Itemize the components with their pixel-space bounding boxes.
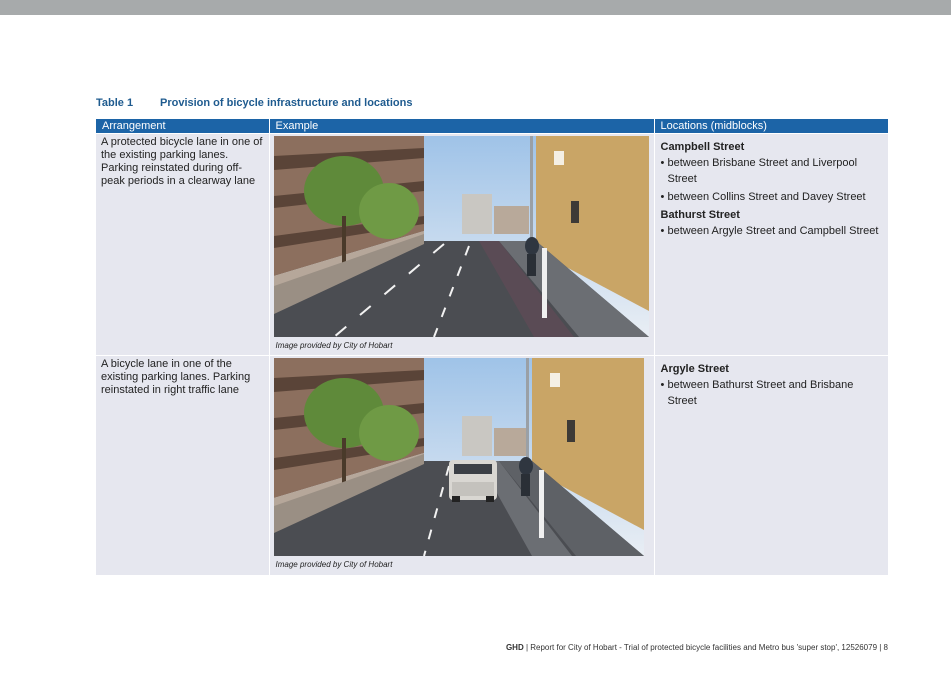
table-caption-title: Provision of bicycle infrastructure and locations	[160, 97, 413, 109]
street-photo-bicycle-lane	[274, 358, 644, 556]
example-cell	[269, 356, 654, 575]
footer-text: | Report for City of Hobart - Trial of protected bicycle facilities and Metro bus 'super stop', 12526079 | 8	[523, 643, 888, 652]
table-header-row	[96, 119, 888, 134]
example-cell	[269, 134, 654, 356]
infrastructure-table	[96, 119, 889, 575]
arrangement-text: A bicycle lane in one of the existing parking lanes. Parking reinstated in right traffic lane	[101, 358, 251, 396]
location-bullet: • between Brisbane Street and Liverpool Street	[661, 155, 882, 187]
arrangement-cell	[96, 134, 269, 356]
locations-cell	[654, 134, 888, 356]
location-bullet: • between Collins Street and Davey Street	[661, 189, 882, 205]
arrangement-text: A protected bicycle lane in one of the existing parking lanes. Parking reinstated during off-peak periods in a clearway lane	[101, 136, 263, 187]
image-credit: Image provided by City of Hobart	[275, 560, 393, 569]
header-example: Example	[269, 119, 654, 134]
street-name: Campbell Street	[660, 141, 745, 153]
street-photo-protected-lane	[274, 136, 649, 337]
arrangement-cell	[96, 356, 269, 575]
header-locations: Locations (midblocks)	[654, 119, 888, 134]
image-credit: Image provided by City of Hobart	[275, 341, 393, 350]
street-name: Argyle Street	[660, 363, 729, 375]
table-caption-number: Table 1	[96, 97, 134, 109]
location-bullet: • between Argyle Street and Campbell Street	[661, 223, 882, 239]
header-arrangement: Arrangement	[96, 119, 269, 134]
table-row	[96, 134, 888, 356]
top-bar	[0, 0, 951, 15]
table-row	[96, 356, 888, 575]
table-caption	[96, 97, 412, 109]
page-footer	[506, 643, 888, 652]
location-bullet: • between Bathurst Street and Brisbane Street	[661, 377, 882, 409]
locations-cell	[654, 356, 888, 575]
footer-brand: GHD	[505, 643, 524, 652]
street-name: Bathurst Street	[660, 209, 740, 221]
